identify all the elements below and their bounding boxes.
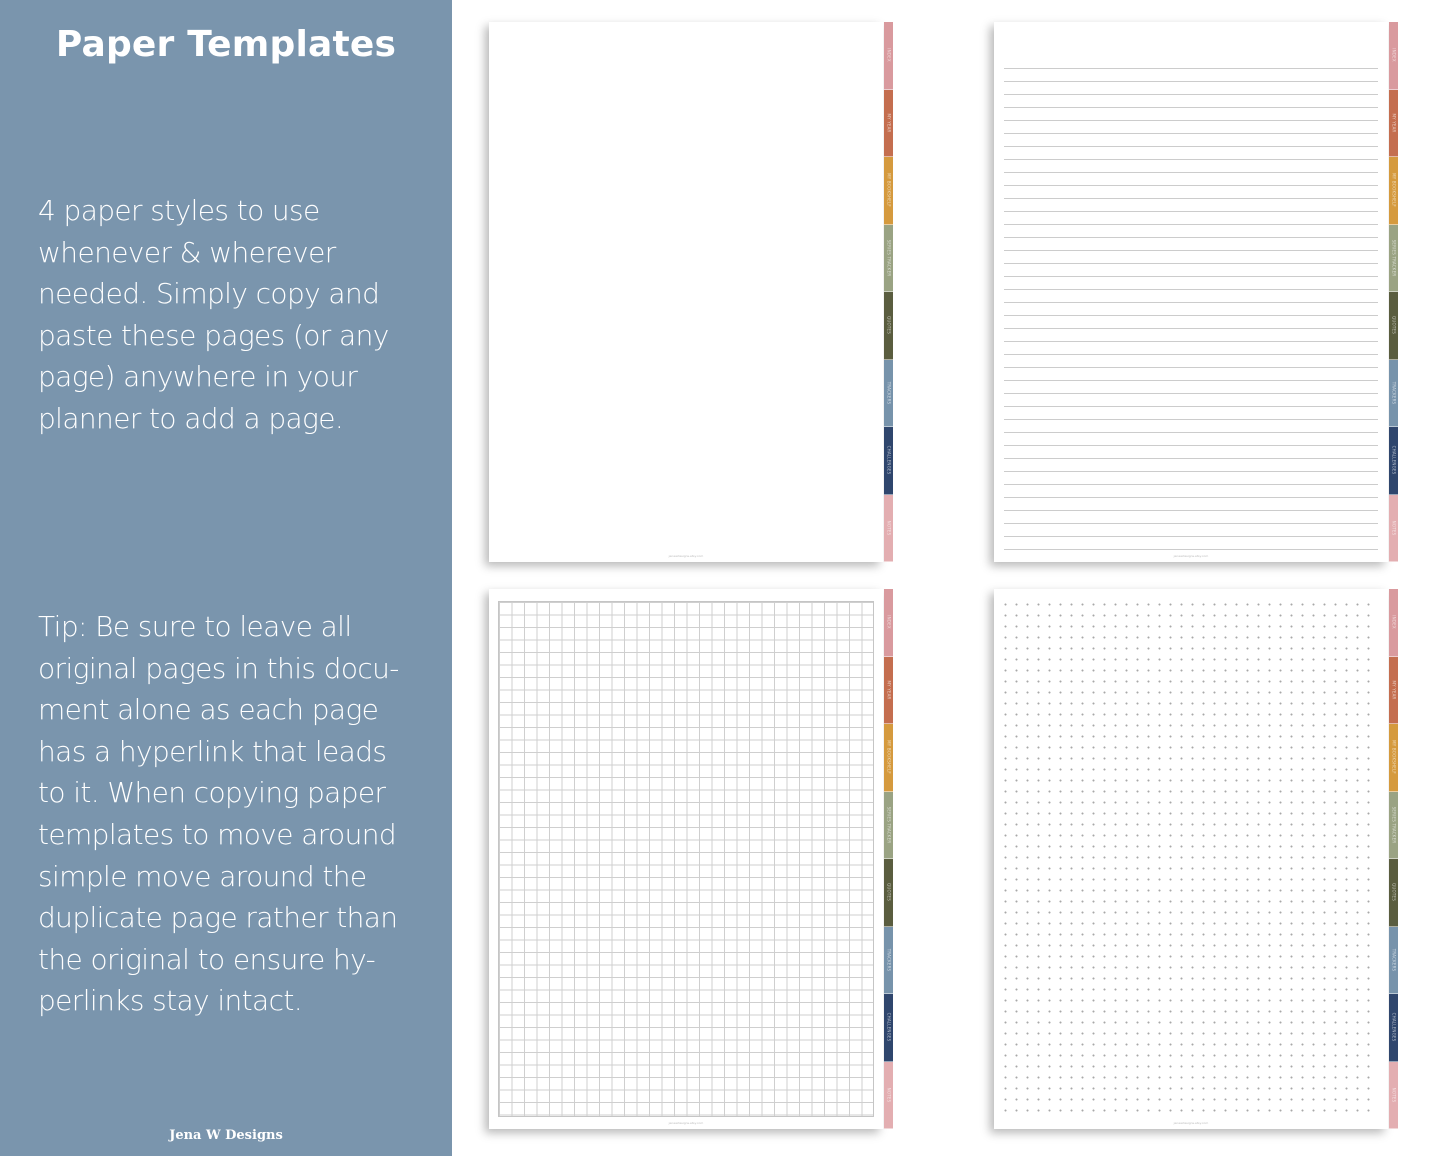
tab-label: MY YEAR	[886, 680, 891, 700]
tab-notes[interactable]	[1389, 1062, 1398, 1130]
tab-quotes[interactable]	[1389, 859, 1398, 927]
tab-label: MY BOOKSHELF	[886, 173, 891, 208]
tab-my-year[interactable]	[884, 90, 893, 158]
tab-label: INDEX	[886, 48, 891, 63]
tab-my-year[interactable]	[884, 657, 893, 725]
tab-label: INDEX	[886, 615, 891, 630]
tab-label: CHALLENGES	[886, 445, 891, 475]
paper-template-grid[interactable]	[489, 589, 883, 1129]
page-title: Paper Templates	[55, 24, 397, 65]
page-footer: jenawdesigns.etsy.com	[668, 554, 704, 558]
tab-challenges[interactable]	[1389, 994, 1398, 1062]
tab-label: CHALLENGES	[1391, 1012, 1396, 1042]
tab-label: SERIES TRACKER	[886, 806, 891, 844]
tab-index[interactable]	[884, 22, 893, 90]
tab-index[interactable]	[1389, 22, 1398, 90]
paper-template-dotted[interactable]	[994, 589, 1388, 1129]
section-tabs	[1389, 22, 1398, 562]
tab-quotes[interactable]	[884, 292, 893, 360]
tab-label: QUOTES	[1391, 316, 1396, 335]
tab-label: INDEX	[1391, 48, 1396, 63]
tab-label: NOTES	[886, 1087, 891, 1103]
tab-label: CHALLENGES	[1391, 445, 1396, 475]
page-footer: jenawdesigns.etsy.com	[1173, 1121, 1209, 1125]
tab-label: NOTES	[886, 520, 891, 536]
tab-notes[interactable]	[884, 495, 893, 563]
info-panel	[0, 0, 452, 1156]
tab-notes[interactable]	[1389, 495, 1398, 563]
tab-label: QUOTES	[886, 316, 891, 335]
tab-challenges[interactable]	[1389, 427, 1398, 495]
section-tabs	[1389, 589, 1398, 1129]
section-tabs	[884, 589, 893, 1129]
tab-label: INDEX	[1391, 615, 1396, 630]
tab-label: TRACKERS	[1391, 948, 1396, 972]
tab-label: SERIES TRACKER	[1391, 239, 1396, 277]
tab-label: TRACKERS	[1391, 381, 1396, 405]
page-footer: jenawdesigns.etsy.com	[1173, 554, 1209, 558]
tab-challenges[interactable]	[884, 427, 893, 495]
tab-label: MY BOOKSHELF	[1391, 173, 1396, 208]
tab-index[interactable]	[1389, 589, 1398, 657]
tab-my-bookshelf[interactable]	[884, 724, 893, 792]
tab-label: MY YEAR	[1391, 680, 1396, 700]
tab-my-year[interactable]	[1389, 657, 1398, 725]
paper-template-lined[interactable]	[994, 22, 1388, 562]
tab-label: SERIES TRACKER	[1391, 806, 1396, 844]
brand-name: Jena W Designs	[169, 1128, 283, 1143]
tab-label: NOTES	[1391, 1087, 1396, 1103]
tab-index[interactable]	[884, 589, 893, 657]
paper-template-blank[interactable]	[489, 22, 883, 562]
tab-trackers[interactable]	[884, 927, 893, 995]
tab-label: MY YEAR	[886, 113, 891, 133]
tab-label: MY YEAR	[1391, 113, 1396, 133]
tab-label: TRACKERS	[886, 948, 891, 972]
tab-my-bookshelf[interactable]	[1389, 724, 1398, 792]
tab-trackers[interactable]	[884, 360, 893, 428]
tab-series-tracker[interactable]	[1389, 225, 1398, 293]
tab-challenges[interactable]	[884, 994, 893, 1062]
tab-quotes[interactable]	[1389, 292, 1398, 360]
tab-label: CHALLENGES	[886, 1012, 891, 1042]
tab-series-tracker[interactable]	[1389, 792, 1398, 860]
tab-label: QUOTES	[886, 883, 891, 902]
tab-label: TRACKERS	[886, 381, 891, 405]
intro-text: 4 paper styles to use whenever & wherever needed. Simply copy and paste these pages (or any page) anywhere in your planner to add a page.	[38, 194, 389, 435]
grid-pattern	[498, 601, 874, 1117]
tab-trackers[interactable]	[1389, 927, 1398, 995]
tab-label: MY BOOKSHELF	[886, 740, 891, 775]
tab-label: MY BOOKSHELF	[1391, 740, 1396, 775]
tab-series-tracker[interactable]	[884, 225, 893, 293]
tab-my-bookshelf[interactable]	[884, 157, 893, 225]
tip-text: Tip: Be sure to leave all original pages in this docu- ment alone as each page has a hyperlink that leads to it. When copying paper templates to move around simple move around the duplicate page rather than the original to ensure hy- perlinks stay intact.	[38, 610, 399, 1018]
tab-quotes[interactable]	[884, 859, 893, 927]
tab-trackers[interactable]	[1389, 360, 1398, 428]
tab-my-year[interactable]	[1389, 90, 1398, 158]
tab-label: QUOTES	[1391, 883, 1396, 902]
dot-grid-pattern	[1000, 599, 1376, 1115]
section-tabs	[884, 22, 893, 562]
lined-pattern	[1004, 56, 1378, 550]
page-footer: jenawdesigns.etsy.com	[668, 1121, 704, 1125]
tab-series-tracker[interactable]	[884, 792, 893, 860]
tab-label: SERIES TRACKER	[886, 239, 891, 277]
tab-my-bookshelf[interactable]	[1389, 157, 1398, 225]
tab-notes[interactable]	[884, 1062, 893, 1130]
tab-label: NOTES	[1391, 520, 1396, 536]
